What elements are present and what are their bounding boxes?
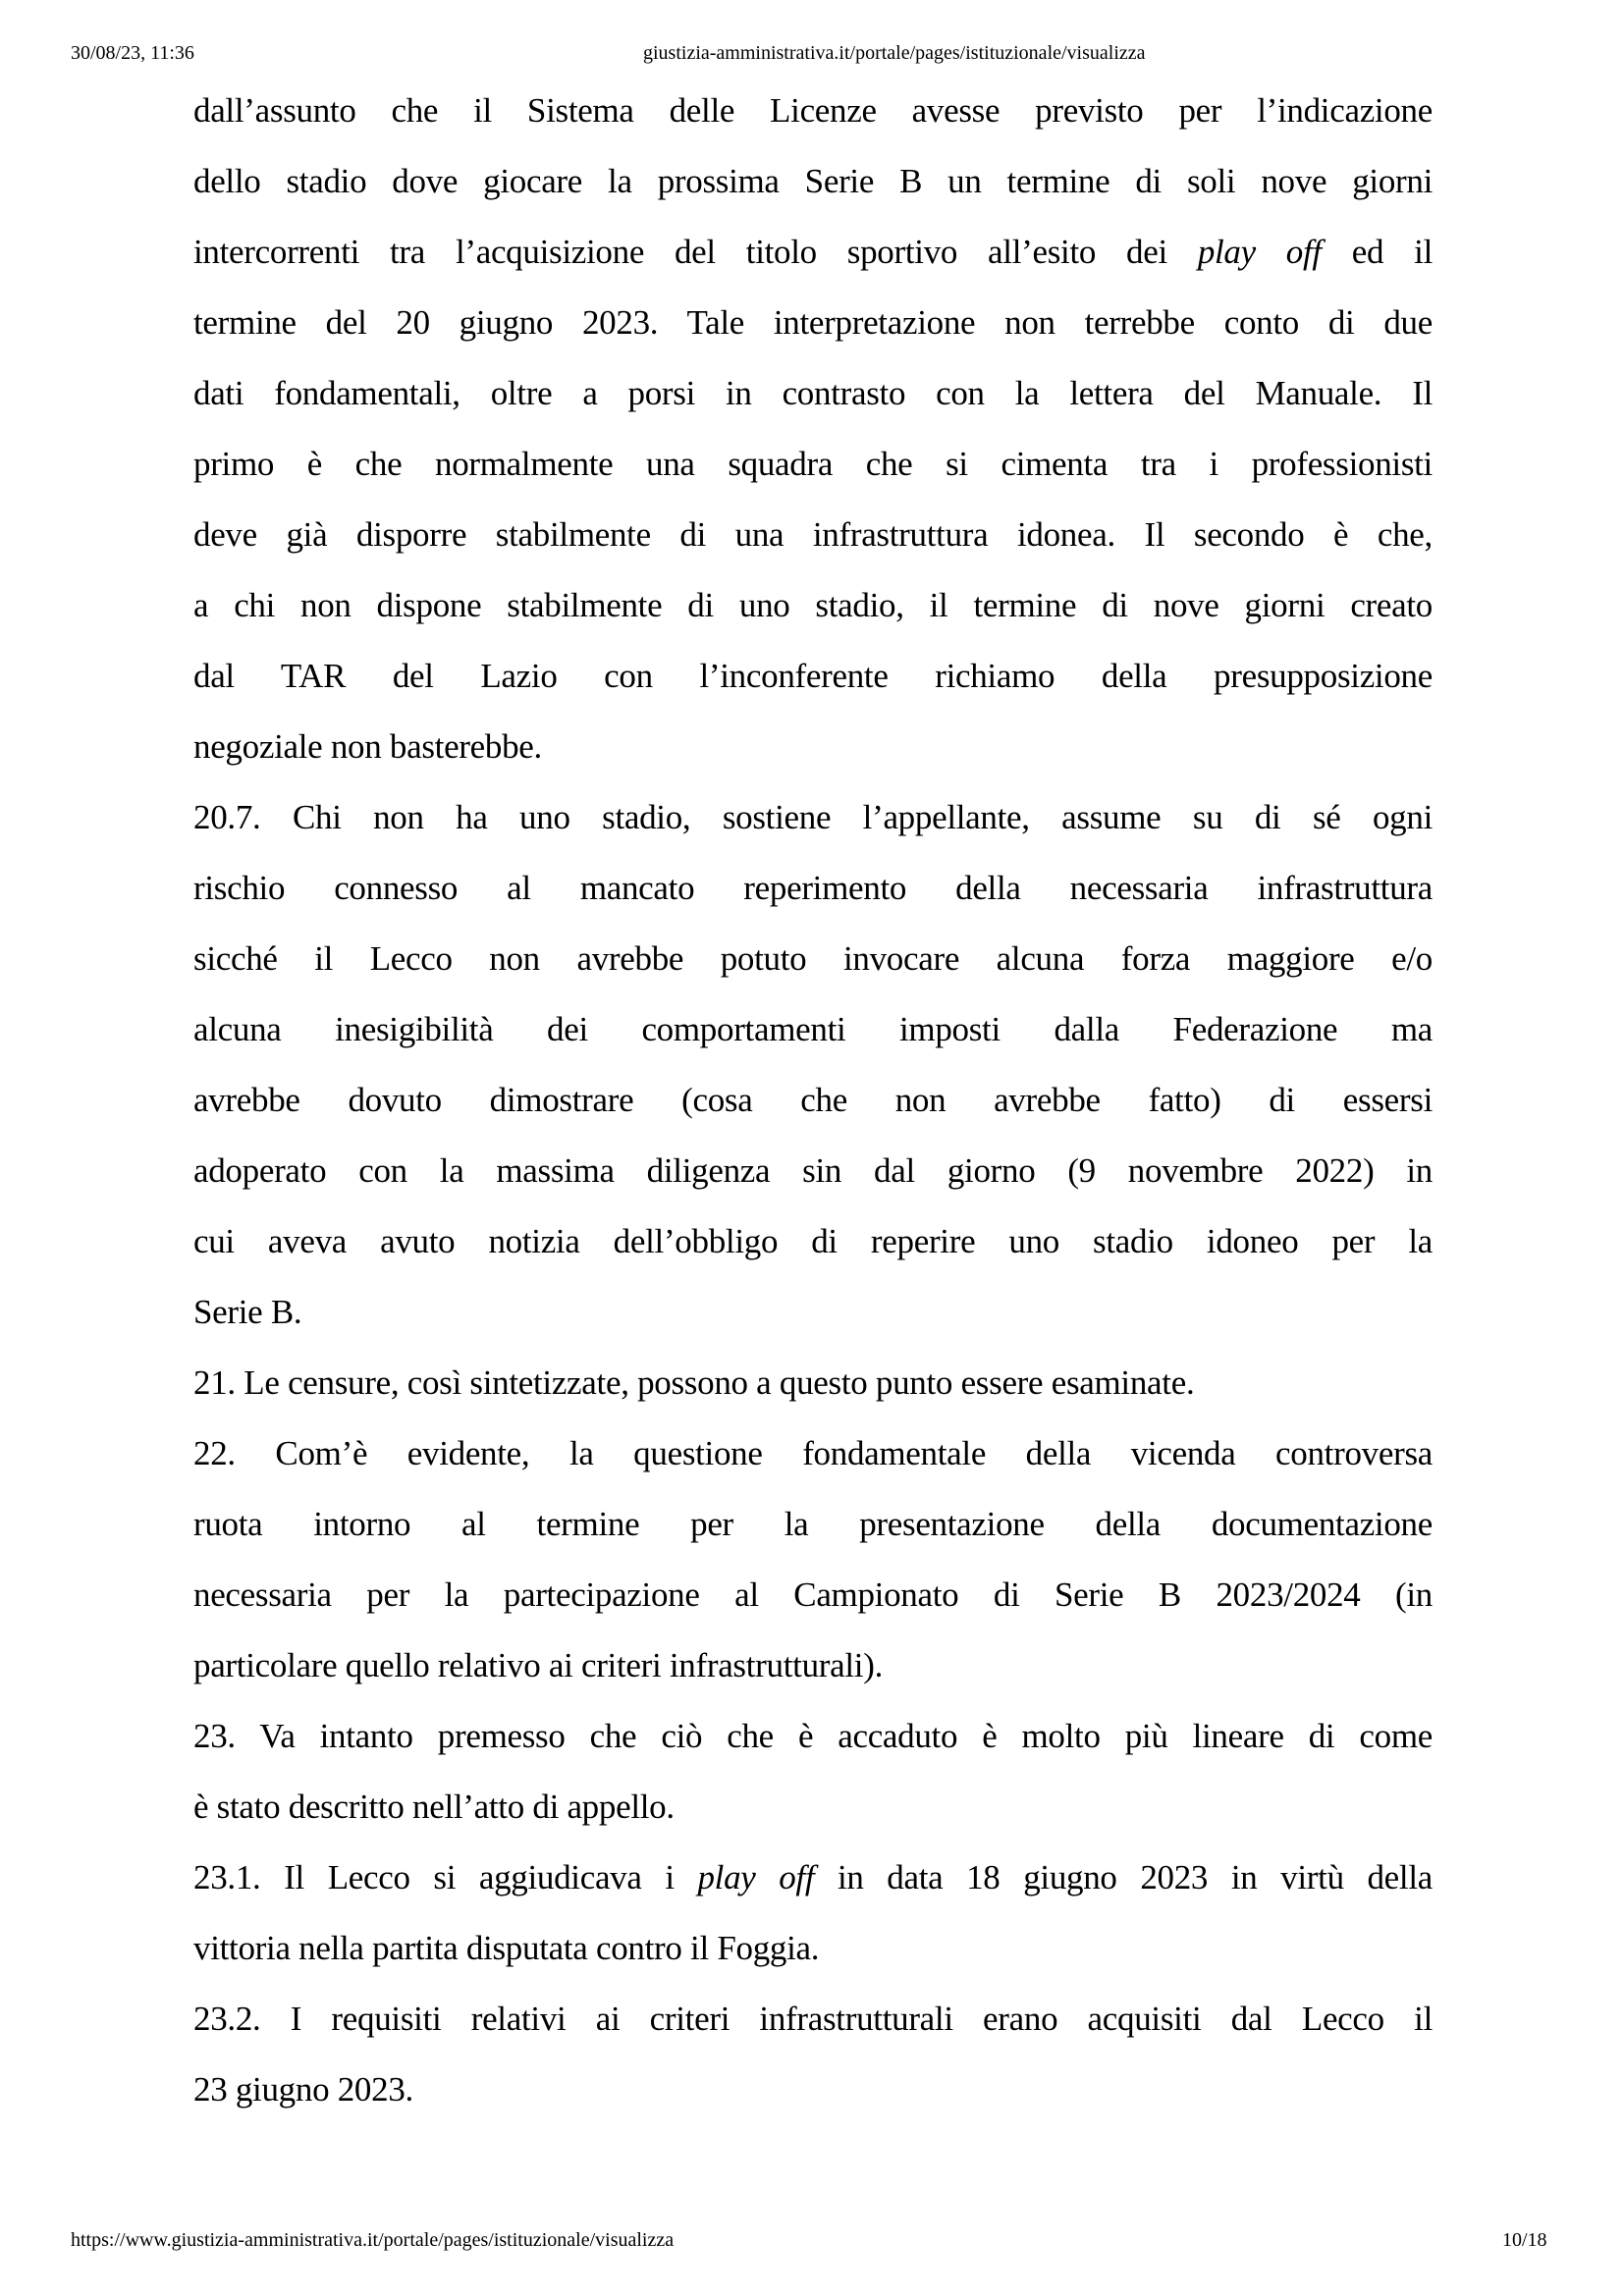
text-line: adoperato con la massima diligenza sin dal giorno (9 novembre 2022) in [193,1151,1433,1190]
text-line: 23. Va intanto premesso che ciò che è accaduto è molto più lineare di come [193,1717,1433,1755]
text-line: vittoria nella partita disputata contro il Foggia. [193,1929,820,1967]
text-line: dal TAR del Lazio con l’inconferente richiamo della presupposizione [193,657,1433,695]
text-line: rischio connesso al mancato reperimento della necessaria infrastruttura [193,869,1433,907]
text-line: alcuna inesigibilità dei comportamenti imposti dalla Federazione ma [193,1010,1433,1048]
text-line: è stato descritto nell’atto di appello. [193,1788,675,1826]
text-line: ruota intorno al termine per la presentazione della documentazione [193,1505,1433,1543]
print-header-url: giustizia-amministrativa.it/portale/pages/istituzionale/visualizza [643,42,1146,64]
text-line: dello stadio dove giocare la prossima Serie B un termine di soli nove giorni [193,162,1433,200]
text-line: 23.1. Il Lecco si aggiudicava i play off in data 18 giugno 2023 in virtù della [193,1858,1433,1896]
text-line: sicché il Lecco non avrebbe potuto invocare alcuna forza maggiore e/o [193,939,1433,978]
text-line: 21. Le censure, così sintetizzate, possono a questo punto essere esaminate. [193,1363,1195,1402]
text-line: a chi non dispone stabilmente di uno stadio, il termine di nove giorni creato [193,586,1433,624]
paragraph-23-2 [193,1984,1433,2125]
paragraph-20-7 [193,782,1433,1348]
paragraph-22 [193,1418,1433,1701]
text-line: dall’assunto che il Sistema delle Licenze avesse previsto per l’indicazione [193,91,1433,130]
text-line: dati fondamentali, oltre a porsi in contrasto con la lettera del Manuale. Il [193,374,1433,412]
document-body [193,76,1433,2125]
text-line: particolare quello relativo ai criteri infrastrutturali). [193,1646,884,1684]
italic-term: play off [697,1858,815,1896]
text-line: 23 giugno 2023. [193,2070,413,2109]
text-line: cui aveva avuto notizia dell’obbligo di reperire uno stadio idoneo per la [193,1222,1433,1260]
print-footer-url: https://www.giustizia-amministrativa.it/portale/pages/istituzionale/visualizza [71,2229,675,2251]
print-datetime: 30/08/23, 11:36 [71,42,194,64]
text-line: 20.7. Chi non ha uno stadio, sostiene l’appellante, assume su di sé ogni [193,798,1433,836]
page-number: 10/18 [1502,2229,1547,2251]
text-line: deve già disporre stabilmente di una infrastruttura idonea. Il secondo è che, [193,515,1433,554]
text-line: avrebbe dovuto dimostrare (cosa che non avrebbe fatto) di essersi [193,1081,1433,1119]
italic-term: play off [1197,233,1322,271]
text-line: 22. Com’è evidente, la questione fondamentale della vicenda controversa [193,1434,1433,1472]
text-line: intercorrenti tra l’acquisizione del titolo sportivo all’esito dei play off ed il [193,233,1433,271]
text-line: negoziale non basterebbe. [193,727,542,766]
paragraph-23-1 [193,1842,1433,1984]
text-line: primo è che normalmente una squadra che si cimenta tra i professionisti [193,445,1433,483]
text-line: necessaria per la partecipazione al Campionato di Serie B 2023/2024 (in [193,1575,1433,1614]
paragraph-21 [193,1348,1433,1418]
paragraph-23 [193,1701,1433,1842]
paragraph-continuation [193,76,1433,782]
text-line: termine del 20 giugno 2023. Tale interpretazione non terrebbe conto di due [193,303,1433,342]
text-line: 23.2. I requisiti relativi ai criteri infrastrutturali erano acquisiti dal Lecco il [193,2000,1433,2038]
text-line: Serie B. [193,1293,302,1331]
